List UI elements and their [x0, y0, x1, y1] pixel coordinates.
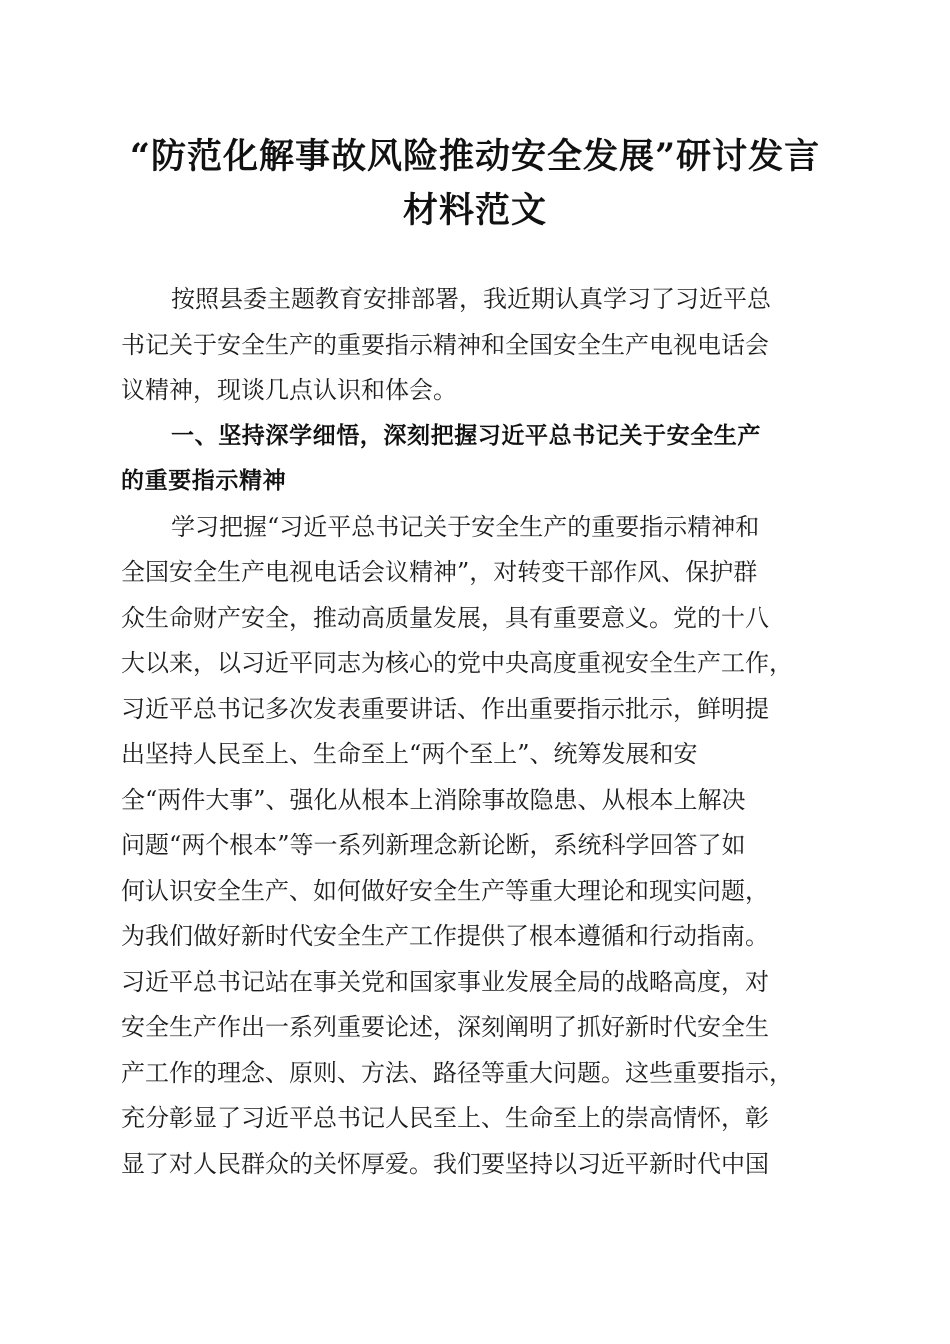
body-line: 何认识安全生产、如何做好安全生产等重大理论和现实问题， — [121, 876, 769, 905]
body-line: 众生命财产安全，推动高质量发展，具有重要意义。党的十八 — [121, 603, 769, 632]
section-1-paragraph — [121, 505, 833, 1188]
intro-paragraph — [121, 277, 833, 414]
intro-line-2: 书记关于安全生产的重要指示精神和全国安全生产电视电话会 — [121, 330, 769, 359]
body-line: 学习把握“习近平总书记关于安全生产的重要指示精神和 — [171, 512, 760, 541]
section-1-heading-line-2: 的重要指示精神 — [121, 468, 287, 494]
body-line: 全国安全生产电视电话会议精神”，对转变干部作风、保护群 — [121, 558, 758, 586]
intro-line-3: 议精神，现谈几点认识和体会。 — [121, 376, 457, 404]
body-line: 大以来，以习近平同志为核心的党中央高度重视安全生产工作， — [121, 649, 793, 677]
document-body — [121, 277, 833, 1187]
title-line-1: “防范化解事故风险推动安全发展”研讨发言 — [129, 136, 821, 177]
section-1-heading-line-1: 一、坚持深学细悟，深刻把握习近平总书记关于安全生产 — [171, 422, 761, 449]
body-line: 安全生产作出一系列重要论述，深刻阐明了抓好新时代安全生 — [121, 1013, 769, 1041]
body-line: 习近平总书记多次发表重要讲话、作出重要指示批示，鲜明提 — [121, 694, 769, 723]
body-line: 为我们做好新时代安全生产工作提供了根本遵循和行动指南。 — [121, 922, 769, 950]
title-line-2: 材料范文 — [402, 190, 547, 231]
body-line: 习近平总书记站在事关党和国家事业发展全局的战略高度，对 — [121, 967, 769, 996]
document-title — [110, 130, 840, 238]
body-line: 全“两件大事”、强化从根本上消除事故隐患、从根本上解决 — [121, 785, 746, 814]
body-line: 产工作的理念、原则、方法、路径等重大问题。这些重要指示， — [121, 1058, 793, 1087]
body-line: 显了对人民群众的关怀厚爱。我们要坚持以习近平新时代中国 — [121, 1149, 769, 1178]
section-1-heading — [121, 414, 833, 505]
body-line: 问题“两个根本”等一系列新理念新论断，系统科学回答了如 — [121, 831, 746, 859]
intro-line-1: 按照县委主题教育安排部署，我近期认真学习了习近平总 — [171, 285, 771, 313]
body-line: 充分彰显了习近平总书记人民至上、生命至上的崇高情怀，彰 — [121, 1104, 769, 1132]
body-line: 出坚持人民至上、生命至上“两个至上”、统筹发展和安 — [121, 740, 698, 768]
